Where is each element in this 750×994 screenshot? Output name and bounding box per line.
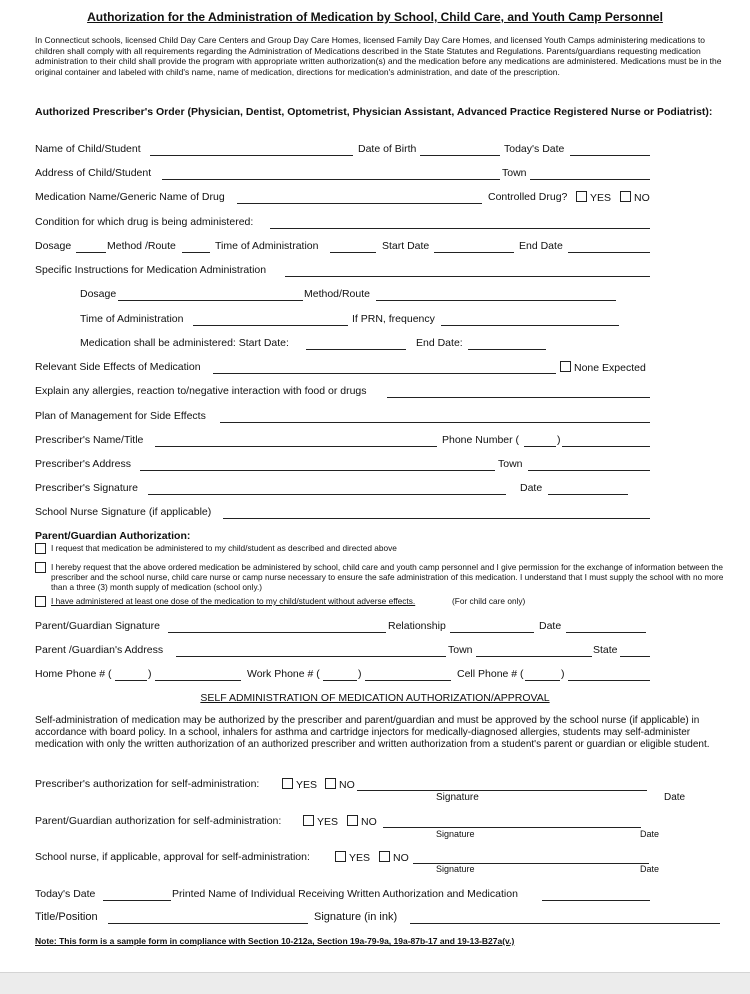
- dosage-label: Dosage: [35, 240, 72, 252]
- parent-state-label: State: [593, 644, 618, 656]
- row-parent-address: [0, 644, 750, 658]
- row-prescriber-address: [0, 458, 750, 472]
- parent-auth-no-checkbox[interactable]: [347, 815, 358, 826]
- home-phone-label: Home Phone # (: [35, 668, 112, 680]
- shall-start-label: Medication shall be administered: Start Date:: [80, 337, 289, 349]
- row-shall: [0, 337, 750, 351]
- nurse-auth-no-label: NO: [393, 852, 409, 864]
- row-prescriber-sig: [0, 482, 750, 496]
- parent-auth-yes[interactable]: [303, 815, 338, 828]
- row-specific: [0, 264, 750, 278]
- sub-method-field[interactable]: [376, 288, 616, 301]
- side-effects-field[interactable]: [213, 361, 556, 374]
- nurse-auth-yes-checkbox[interactable]: [335, 851, 346, 862]
- shall-end-label: End Date:: [416, 337, 463, 349]
- controlled-no-checkbox[interactable]: [620, 191, 631, 202]
- nurse-auth-signature-field[interactable]: [413, 851, 649, 864]
- received-today-field[interactable]: [103, 888, 171, 901]
- parent-option-1-checkbox[interactable]: [35, 543, 46, 554]
- row-nurse-sig: [0, 506, 750, 520]
- parent-option-2-checkbox[interactable]: [35, 562, 46, 573]
- none-expected-checkbox[interactable]: [560, 361, 571, 372]
- child-name-label: Name of Child/Student: [35, 143, 141, 155]
- cell-phone-label: Cell Phone # (: [457, 668, 524, 680]
- viewer-bottom-bar: [0, 972, 750, 994]
- work-phone-area[interactable]: [323, 668, 357, 681]
- form-title: Authorization for the Administration of Medication by School, Child Care, and Youth Camp Personnel: [87, 10, 663, 24]
- home-phone-field[interactable]: [155, 668, 241, 681]
- row-prescriber-auth: [0, 778, 750, 792]
- printed-name-field[interactable]: [542, 888, 650, 901]
- phone-area-field[interactable]: [524, 434, 556, 447]
- prescriber-town-field[interactable]: [528, 458, 650, 471]
- home-phone-area[interactable]: [115, 668, 147, 681]
- prescriber-auth-no-label: NO: [339, 779, 355, 791]
- parent-option-2-text: I hereby request that the above ordered medication be administered by school, child care and youth camp personnel and I give permission for the exchange of information between the prescriber and the school nurse, child care nurse or camp nurse necessary to ensure the safe administration of this medication. I understand that I must supply the school with no more than a three (3) month supply of medication (school only.): [51, 562, 724, 592]
- parent-auth-no[interactable]: [347, 815, 377, 828]
- start-date-label: Start Date: [382, 240, 430, 252]
- parent-option-1-text: I request that medication be administered to my child/student as described and directed above: [51, 543, 397, 553]
- parent-auth-date-label: Date: [640, 829, 660, 839]
- compliance-note: Note: This form is a sample form in compliance with Section 10-212a, Section 19a-79-9a, 19a-87b-17 and 19-13-B27a(v.): [35, 936, 515, 946]
- title-position-field[interactable]: [108, 911, 308, 924]
- work-phone-label: Work Phone # (: [247, 668, 320, 680]
- self-admin-paragraph: Self-administration of medication may be authorized by the prescriber and parent/guardian and must be approved by the school nurse (if applicable) in accordance with board policy. In a school, inhalers for asthma and cartridge injectors for medically-diagnosed allergies, students may self-administer medication with only the written authorization of an authorized prescriber and written authorization from a student's parent or guardian or eligible student.: [35, 715, 710, 751]
- row-plan: [0, 410, 750, 424]
- nurse-sig-label: School Nurse Signature (if applicable): [35, 506, 212, 518]
- nurse-auth-yes[interactable]: [335, 851, 370, 864]
- parent-date-label: Date: [539, 620, 562, 632]
- parent-auth-label: Parent/Guardian authorization for self-administration:: [35, 815, 282, 827]
- address-field[interactable]: [162, 167, 500, 180]
- row-med-name: [0, 191, 750, 205]
- parent-auth-signature-field[interactable]: [383, 815, 641, 828]
- nurse-sig-field[interactable]: [223, 506, 650, 519]
- prescriber-auth-yes[interactable]: [282, 778, 317, 791]
- relationship-field[interactable]: [450, 620, 534, 633]
- allergies-field[interactable]: [387, 385, 650, 398]
- parent-option-1[interactable]: [35, 543, 725, 554]
- address-label: Address of Child/Student: [35, 167, 152, 179]
- condition-field[interactable]: [270, 216, 650, 229]
- sub-method-label: Method/Route: [304, 288, 370, 300]
- nurse-auth-label: School nurse, if applicable, approval for self-administration:: [35, 851, 310, 863]
- row-child-name: [0, 143, 750, 157]
- controlled-yes[interactable]: [576, 191, 611, 204]
- prn-label: If PRN, frequency: [352, 313, 435, 325]
- town-label: Town: [502, 167, 527, 179]
- row-sub-dosage: [0, 288, 750, 302]
- relationship-label: Relationship: [388, 620, 446, 632]
- self-admin-title: SELF ADMINISTRATION OF MEDICATION AUTHORIZATION/APPROVAL: [200, 692, 550, 704]
- row-parent-sig: [0, 620, 750, 634]
- today-date-label: Today's Date: [504, 143, 565, 155]
- parent-town-field[interactable]: [476, 644, 592, 657]
- work-phone-paren: ): [358, 668, 362, 680]
- row-title-position: [0, 911, 750, 925]
- phone-paren: ): [557, 434, 561, 446]
- nurse-auth-no-checkbox[interactable]: [379, 851, 390, 862]
- yes-label: YES: [590, 192, 612, 204]
- parent-date-field[interactable]: [566, 620, 646, 633]
- prescriber-sig-field[interactable]: [148, 482, 506, 495]
- signature-ink-field[interactable]: [410, 911, 720, 924]
- plan-field[interactable]: [220, 410, 650, 423]
- today-date-field[interactable]: [570, 143, 650, 156]
- row-phones: [0, 668, 750, 682]
- prescriber-town-label: Town: [498, 458, 523, 470]
- method-route-label: Method /Route: [107, 240, 176, 252]
- start-date-field[interactable]: [434, 240, 514, 253]
- sub-dosage-label: Dosage: [80, 288, 117, 300]
- row-dosage: [0, 240, 750, 254]
- intro-paragraph: In Connecticut schools, licensed Child Day Care Centers and Group Day Care Homes, licensed Family Day Care Homes, and licensed Youth Camps administering medications to children shall comply with all requirements regarding the Administration of Medications described in the State Statutes and Regulations. Parents/guardians requesting medication administration to their child shall provide the program with appropriate written authorization(s) and the medication before any medications are administered. Medications must be in the original container and labeled with child's name, name of medication, directions for medication's administration, and date of the prescription.: [35, 35, 722, 77]
- cell-phone-area[interactable]: [525, 668, 560, 681]
- prescriber-auth-label: Prescriber's authorization for self-administration:: [35, 778, 260, 790]
- parent-option-3[interactable]: [35, 596, 725, 607]
- time-admin-label: Time of Administration: [215, 240, 319, 252]
- none-expected[interactable]: [560, 361, 646, 374]
- method-route-field[interactable]: [182, 240, 210, 253]
- row-sub-time: [0, 313, 750, 327]
- allergies-label: Explain any allergies, reaction to/negative interaction with food or drugs: [35, 385, 367, 397]
- row-nurse-auth: [0, 851, 750, 865]
- parent-auth-signature-label: Signature: [436, 829, 475, 839]
- plan-label: Plan of Management for Side Effects: [35, 410, 206, 422]
- parent-sig-field[interactable]: [168, 620, 386, 633]
- prescriber-auth-no[interactable]: [325, 778, 355, 791]
- med-name-field[interactable]: [237, 191, 482, 204]
- parent-option-2[interactable]: [35, 562, 725, 592]
- prescriber-auth-signature-field[interactable]: [357, 778, 647, 791]
- sub-dosage-field[interactable]: [118, 288, 303, 301]
- nurse-auth-signature-label: Signature: [436, 864, 475, 874]
- parent-option-3-checkbox[interactable]: [35, 596, 46, 607]
- parent-town-label: Town: [448, 644, 473, 656]
- parent-auth-no-label: NO: [361, 816, 377, 828]
- prescriber-auth-date-label: Date: [664, 792, 686, 803]
- controlled-no[interactable]: [620, 191, 650, 204]
- row-allergies: [0, 385, 750, 399]
- end-date-label: End Date: [519, 240, 563, 252]
- nurse-auth-date-label: Date: [640, 864, 660, 874]
- prescriber-heading: Authorized Prescriber's Order (Physician, Dentist, Optometrist, Physician Assistant, Advanced Practice Registered Nurse or Podiatrist):: [35, 106, 713, 118]
- prescriber-auth-yes-checkbox[interactable]: [282, 778, 293, 789]
- parent-auth-yes-checkbox[interactable]: [303, 815, 314, 826]
- parent-option-3-suffix: (For child care only): [452, 596, 526, 606]
- sub-time-label: Time of Administration: [80, 313, 184, 325]
- row-condition: [0, 216, 750, 230]
- parent-address-field[interactable]: [176, 644, 446, 657]
- printed-name-label: Printed Name of Individual Receiving Written Authorization and Medication: [172, 888, 518, 900]
- nurse-auth-no[interactable]: [379, 851, 409, 864]
- condition-label: Condition for which drug is being administered:: [35, 216, 254, 228]
- specific-field[interactable]: [285, 264, 650, 277]
- prescriber-auth-no-checkbox[interactable]: [325, 778, 336, 789]
- none-expected-label: None Expected: [574, 362, 646, 374]
- prescriber-auth-signature-label: Signature: [436, 792, 479, 803]
- controlled-yes-checkbox[interactable]: [576, 191, 587, 202]
- shall-end-field[interactable]: [468, 337, 546, 350]
- end-date-field[interactable]: [568, 240, 650, 253]
- row-prescriber-name: [0, 434, 750, 448]
- child-name-field[interactable]: [150, 143, 353, 156]
- prescriber-address-label: Prescriber's Address: [35, 458, 131, 470]
- prescriber-sig-label: Prescriber's Signature: [35, 482, 138, 494]
- cell-phone-field[interactable]: [568, 668, 650, 681]
- row-received: [0, 888, 750, 902]
- parent-auth-yes-label: YES: [317, 816, 339, 828]
- prescriber-auth-yes-label: YES: [296, 779, 318, 791]
- phone-number-field[interactable]: [562, 434, 650, 447]
- shall-start-field[interactable]: [306, 337, 406, 350]
- parent-sig-label: Parent/Guardian Signature: [35, 620, 160, 632]
- home-phone-paren: ): [148, 668, 152, 680]
- prescriber-date-label: Date: [520, 482, 543, 494]
- work-phone-field[interactable]: [365, 668, 451, 681]
- parent-heading: Parent/Guardian Authorization:: [35, 530, 191, 542]
- med-name-label: Medication Name/Generic Name of Drug: [35, 191, 225, 203]
- prn-field[interactable]: [441, 313, 619, 326]
- prescriber-date-field[interactable]: [548, 482, 628, 495]
- controlled-label: Controlled Drug?: [488, 191, 568, 203]
- dob-label: Date of Birth: [358, 143, 417, 155]
- nurse-auth-yes-label: YES: [349, 852, 371, 864]
- signature-ink-label: Signature (in ink): [314, 911, 398, 923]
- prescriber-name-field[interactable]: [155, 434, 437, 447]
- parent-state-field[interactable]: [620, 644, 650, 657]
- row-side-effects: [0, 361, 750, 375]
- prescriber-address-field[interactable]: [140, 458, 495, 471]
- cell-phone-paren: ): [561, 668, 565, 680]
- town-field[interactable]: [530, 167, 650, 180]
- parent-address-label: Parent /Guardian's Address: [35, 644, 164, 656]
- side-effects-label: Relevant Side Effects of Medication: [35, 361, 201, 373]
- sub-time-field[interactable]: [193, 313, 348, 326]
- phone-number-label: Phone Number (: [442, 434, 520, 446]
- row-address: [0, 167, 750, 181]
- parent-option-3-text: I have administered at least one dose of the medication to my child/student without adverse effects.: [51, 596, 416, 606]
- specific-label: Specific Instructions for Medication Administration: [35, 264, 267, 276]
- dosage-field[interactable]: [76, 240, 106, 253]
- row-parent-auth: [0, 815, 750, 829]
- time-admin-field[interactable]: [330, 240, 376, 253]
- received-today-label: Today's Date: [35, 888, 96, 900]
- no-label: NO: [634, 192, 650, 204]
- dob-field[interactable]: [420, 143, 500, 156]
- prescriber-name-label: Prescriber's Name/Title: [35, 434, 144, 446]
- title-position-label: Title/Position: [35, 911, 98, 923]
